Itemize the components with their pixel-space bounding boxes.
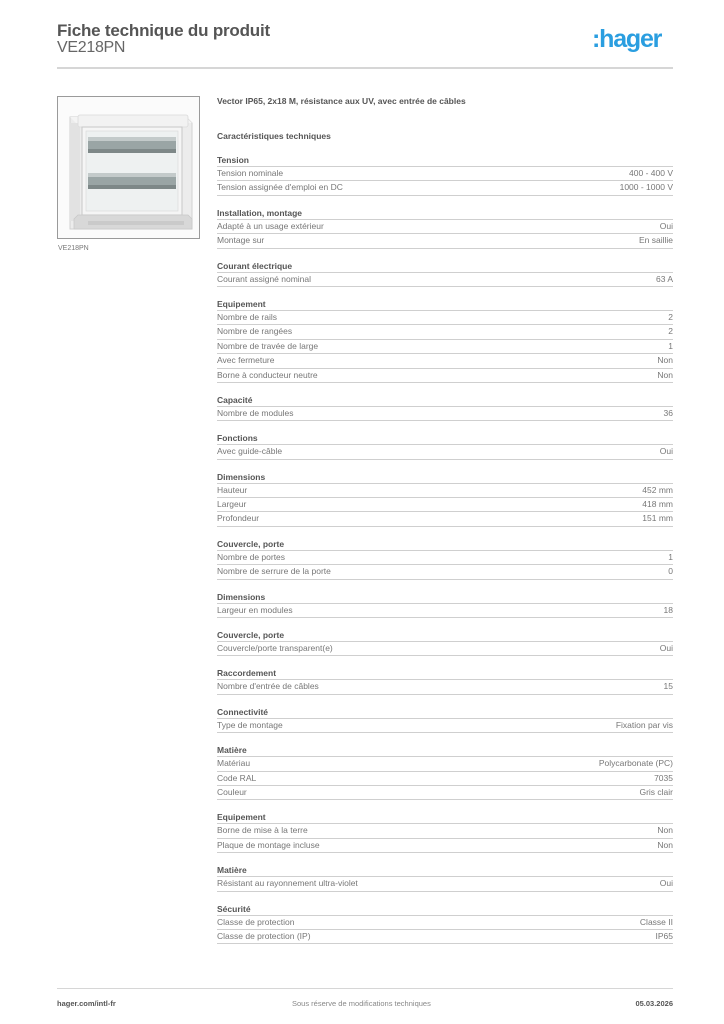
spec-label: Nombre de serrure de la porte: [217, 566, 331, 577]
spec-row: [217, 604, 673, 618]
spec-row: [217, 719, 673, 733]
spec-label: Nombre de rails: [217, 311, 277, 322]
spec-group-securite: [217, 903, 673, 945]
spec-label: Profondeur: [217, 513, 260, 524]
footer-date: 05.03.2026: [635, 999, 673, 1008]
spec-value: Oui: [659, 643, 673, 654]
spec-label: Hauteur: [217, 484, 248, 495]
spec-value: 1: [668, 551, 673, 562]
spec-label: Adapté à un usage extérieur: [217, 220, 324, 231]
spec-group-title: Equipement: [217, 298, 673, 311]
spec-label: Largeur en modules: [217, 604, 293, 615]
spec-label: Largeur: [217, 499, 247, 510]
spec-label: Nombre de rangées: [217, 326, 293, 337]
spec-row: [217, 680, 673, 694]
spec-row: [217, 916, 673, 930]
spec-value: 15: [663, 681, 673, 692]
spec-label: Classe de protection: [217, 916, 295, 927]
spec-group-dimensions: [217, 471, 673, 527]
spec-value: Non: [657, 839, 673, 850]
spec-group-matiere: [217, 744, 673, 800]
spec-group-installation: [217, 207, 673, 249]
spec-group-fonctions: [217, 432, 673, 459]
spec-value: 2: [668, 311, 673, 322]
spec-value: En saillie: [638, 235, 673, 246]
spec-group-courant: [217, 260, 673, 287]
header-divider: [57, 67, 673, 69]
spec-value: 2: [668, 326, 673, 337]
spec-group-title: Matière: [217, 864, 673, 877]
spec-group-title: Dimensions: [217, 591, 673, 604]
spec-group-title: Capacité: [217, 394, 673, 407]
spec-row: [217, 786, 673, 800]
product-description: Vector IP65, 2x18 M, résistance aux UV, avec entrée de câbles: [217, 96, 466, 106]
spec-row: [217, 369, 673, 383]
spec-label: Code RAL: [217, 772, 257, 783]
spec-label: Couleur: [217, 786, 247, 797]
spec-label: Plaque de montage incluse: [217, 839, 320, 850]
spec-label: Nombre d'entrée de câbles: [217, 681, 319, 692]
product-reference: VE218PN: [57, 39, 126, 56]
spec-value: 18: [663, 604, 673, 615]
spec-value: Fixation par vis: [615, 719, 673, 730]
spec-group-title: Tension: [217, 154, 673, 167]
spec-group-title: Dimensions: [217, 471, 673, 484]
spec-label: Nombre de travée de large: [217, 340, 319, 351]
page-title: Fiche technique du produit: [57, 21, 270, 40]
spec-row: [217, 445, 673, 459]
spec-row: [217, 877, 673, 891]
spec-label: Nombre de modules: [217, 407, 294, 418]
spec-group-couvercle-porte: [217, 538, 673, 580]
spec-label: Résistant au rayonnement ultra-violet: [217, 878, 358, 889]
spec-label: Avec guide-câble: [217, 446, 283, 457]
spec-group-connectivite: [217, 706, 673, 733]
spec-group-couvercle-transparent: [217, 629, 673, 656]
spec-value: 7035: [654, 772, 673, 783]
spec-label: Courant assigné nominal: [217, 273, 312, 284]
spec-group-equipement-2: [217, 811, 673, 853]
spec-group-matiere-uv: [217, 864, 673, 891]
product-image-caption: VE218PN: [58, 245, 89, 252]
footer-website-link[interactable]: hager.com/intl-fr: [57, 999, 116, 1008]
spec-value: Classe II: [639, 916, 673, 927]
spec-value: Non: [657, 355, 673, 366]
spec-label: Matériau: [217, 758, 251, 769]
spec-value: Non: [657, 825, 673, 836]
spec-label: Borne à conducteur neutre: [217, 369, 318, 380]
spec-group-title: Equipement: [217, 811, 673, 824]
spec-value: Gris clair: [639, 786, 673, 797]
spec-group-title: Fonctions: [217, 432, 673, 445]
spec-value: 1000 - 1000 V: [619, 182, 673, 193]
spec-row: [217, 181, 673, 195]
spec-row: [217, 839, 673, 853]
spec-row: [217, 354, 673, 368]
distribution-board-icon: [58, 97, 199, 238]
spec-value: 0: [668, 566, 673, 577]
spec-group-capacite: [217, 394, 673, 421]
spec-value: 36: [663, 407, 673, 418]
spec-value: Oui: [659, 220, 673, 231]
spec-label: Couvercle/porte transparent(e): [217, 643, 333, 654]
spec-value: 400 - 400 V: [629, 168, 673, 178]
spec-group-title: Installation, montage: [217, 207, 673, 220]
spec-value: Oui: [659, 446, 673, 457]
spec-row: [217, 757, 673, 771]
spec-group-equipement: [217, 298, 673, 383]
spec-label: Nombre de portes: [217, 551, 286, 562]
product-image: [57, 96, 200, 239]
spec-value: Non: [657, 369, 673, 380]
spec-row: [217, 512, 673, 526]
section-title: Caractéristiques techniques: [217, 131, 331, 141]
spec-group-title: Couvercle, porte: [217, 629, 673, 642]
spec-value: 418 mm: [642, 499, 673, 510]
spec-label: Classe de protection (IP): [217, 930, 311, 941]
spec-row: [217, 484, 673, 498]
spec-group-dimensions-modules: [217, 591, 673, 618]
spec-row: [217, 930, 673, 944]
spec-row: [217, 642, 673, 656]
spec-row: [217, 167, 673, 181]
spec-label: Tension assignée d'emploi en DC: [217, 182, 343, 193]
spec-group-title: Couvercle, porte: [217, 538, 673, 551]
spec-group-title: Sécurité: [217, 903, 673, 916]
spec-group-raccordement: [217, 667, 673, 694]
spec-value: 1: [668, 340, 673, 351]
spec-row: [217, 311, 673, 325]
spec-row: [217, 772, 673, 786]
spec-row: [217, 340, 673, 354]
spec-label: Avec fermeture: [217, 355, 275, 366]
spec-value: 63 A: [655, 273, 673, 284]
spec-label: Type de montage: [217, 719, 283, 730]
spec-label: Borne de mise à la terre: [217, 825, 308, 836]
spec-value: Polycarbonate (PC): [598, 758, 673, 769]
footer-divider: [57, 988, 673, 989]
spec-value: Oui: [659, 878, 673, 889]
spec-group-title: Raccordement: [217, 667, 673, 680]
spec-row: [217, 551, 673, 565]
spec-row: [217, 325, 673, 339]
spec-label: Tension nominale: [217, 168, 284, 178]
spec-value: 151 mm: [642, 513, 673, 524]
spec-group-tension: [217, 154, 673, 196]
footer-disclaimer: Sous réserve de modifications techniques: [292, 999, 431, 1008]
spec-value: IP65: [655, 930, 673, 941]
spec-row: [217, 234, 673, 248]
specifications-table: [217, 154, 673, 955]
spec-value: 452 mm: [642, 484, 673, 495]
spec-group-title: Connectivité: [217, 706, 673, 719]
spec-row: [217, 220, 673, 234]
spec-row: [217, 565, 673, 579]
spec-row: [217, 407, 673, 421]
spec-row: [217, 273, 673, 287]
spec-row: [217, 824, 673, 838]
spec-row: [217, 498, 673, 512]
hager-logo: :hager: [592, 25, 662, 53]
spec-group-title: Matière: [217, 744, 673, 757]
spec-group-title: Courant électrique: [217, 260, 673, 273]
spec-label: Montage sur: [217, 235, 265, 246]
